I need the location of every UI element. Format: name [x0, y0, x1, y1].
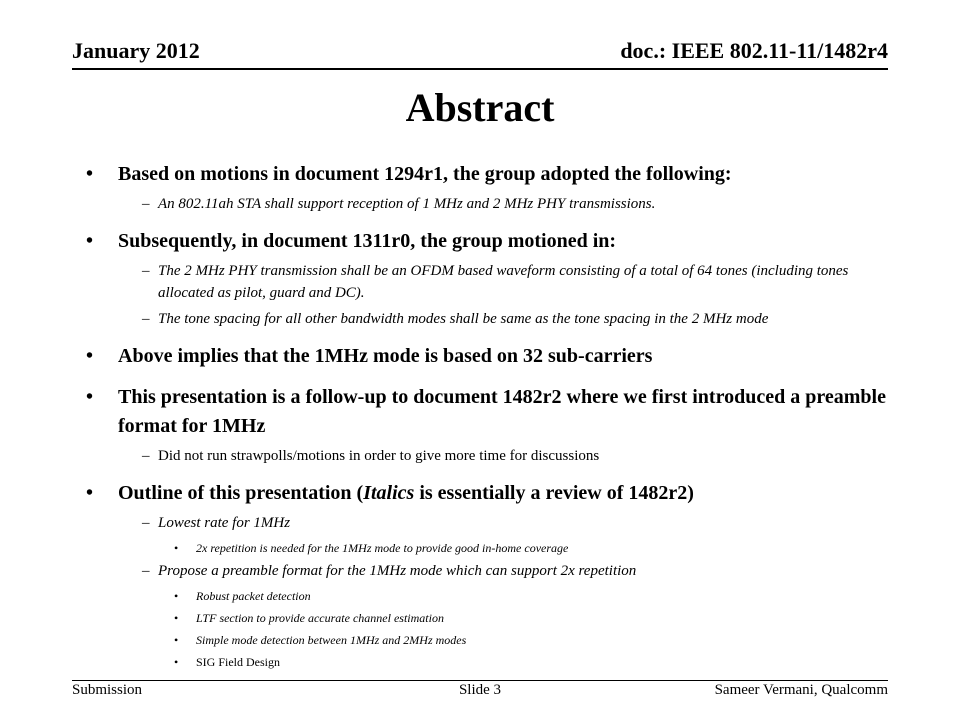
bullet-marker: • — [174, 541, 179, 555]
bullet-marker: • — [86, 230, 94, 252]
sub-sub-bullet-5-2-1-text: Robust packet detection — [196, 589, 311, 603]
sub-bullet-2-2-text: The tone spacing for all other bandwidth modes shall be same as the tone spacing in the 2 MHz mode — [158, 311, 769, 327]
sub-bullet-1-1 — [72, 193, 888, 215]
bullet-marker: • — [174, 655, 179, 669]
slide-footer — [72, 682, 888, 702]
header-rule — [72, 68, 888, 70]
bullet-5-text-pre: Outline of this presentation ( — [118, 482, 364, 504]
bullet-2 — [72, 227, 888, 256]
header-doc-id: doc.: IEEE 802.11-11/1482r4 — [620, 38, 888, 63]
sub-sub-bullet-5-1-1 — [72, 540, 888, 556]
sub-sub-bullet-5-2-1 — [72, 588, 888, 604]
footer-submission: Submission — [72, 682, 143, 698]
sub-sub-bullet-5-2-3 — [72, 632, 888, 648]
sub-bullet-2-2 — [72, 308, 888, 330]
bullet-marker: • — [174, 611, 179, 625]
sub-bullet-5-2-text: Propose a preamble format for the 1MHz mode which can support 2x repetition — [158, 563, 637, 579]
bullet-2-text: Subsequently, in document 1311r0, the group motioned in: — [118, 230, 617, 252]
header-date: January 2012 — [72, 38, 200, 63]
slide-body — [72, 156, 888, 670]
bullet-marker: • — [86, 163, 94, 185]
bullet-3 — [72, 342, 888, 371]
footer-slide-number: Slide 3 — [458, 682, 502, 698]
sub-bullet-2-1-text: The 2 MHz PHY transmission shall be an OFDM based waveform consisting of a total of 64 tones (including tones allocated as pilot, guard and DC). — [158, 263, 849, 301]
dash-marker: – — [142, 196, 150, 212]
sub-bullet-5-1-text: Lowest rate for 1MHz — [158, 515, 291, 531]
sub-bullet-5-2 — [72, 560, 888, 582]
slide-title: Abstract — [405, 85, 555, 130]
bullet-4-text: This presentation is a follow-up to document 1482r2 where we first introduced a preamble format for 1MHz — [118, 386, 886, 437]
dash-marker: – — [142, 311, 150, 327]
sub-bullet-4-1-text: Did not run strawpolls/motions in order to give more time for discussions — [158, 448, 600, 464]
bullet-1 — [72, 160, 888, 189]
slide-header — [72, 38, 888, 68]
bullet-marker: • — [86, 386, 94, 408]
bullet-marker: • — [174, 589, 179, 603]
sub-sub-bullet-5-2-4 — [72, 654, 888, 670]
sub-bullet-2-1 — [72, 260, 888, 304]
dash-marker: – — [142, 515, 150, 531]
dash-marker: – — [142, 263, 150, 279]
bullet-5-text-italic: Italics — [363, 482, 415, 504]
bullet-marker: • — [174, 633, 179, 647]
sub-sub-bullet-5-1-1-text: 2x repetition is needed for the 1MHz mode to provide good in-home coverage — [196, 541, 569, 555]
sub-sub-bullet-5-2-4-text: SIG Field Design — [196, 655, 280, 669]
sub-sub-bullet-5-2-3-text: Simple mode detection between 1MHz and 2MHz modes — [196, 633, 467, 647]
bullet-marker: • — [86, 345, 94, 367]
sub-sub-bullet-5-2-2-text: LTF section to provide accurate channel estimation — [196, 611, 444, 625]
bullet-3-text: Above implies that the 1MHz mode is based on 32 sub-carriers — [118, 345, 653, 367]
bullet-marker: • — [86, 482, 94, 504]
sub-bullet-5-1 — [72, 512, 888, 534]
dash-marker: – — [142, 448, 150, 464]
dash-marker: – — [142, 563, 150, 579]
bullet-5 — [72, 479, 888, 508]
sub-bullet-1-1-text: An 802.11ah STA shall support reception of 1 MHz and 2 MHz PHY transmissions. — [158, 196, 656, 212]
bullet-1-text: Based on motions in document 1294r1, the group adopted the following: — [118, 163, 732, 185]
sub-bullet-4-1 — [72, 445, 888, 467]
bullet-5-text-post: is essentially a review of 1482r2) — [414, 482, 694, 504]
footer-author: Sameer Vermani, Qualcomm — [714, 682, 888, 698]
sub-sub-bullet-5-2-2 — [72, 610, 888, 626]
bullet-4 — [72, 383, 888, 441]
footer-rule — [72, 680, 888, 681]
